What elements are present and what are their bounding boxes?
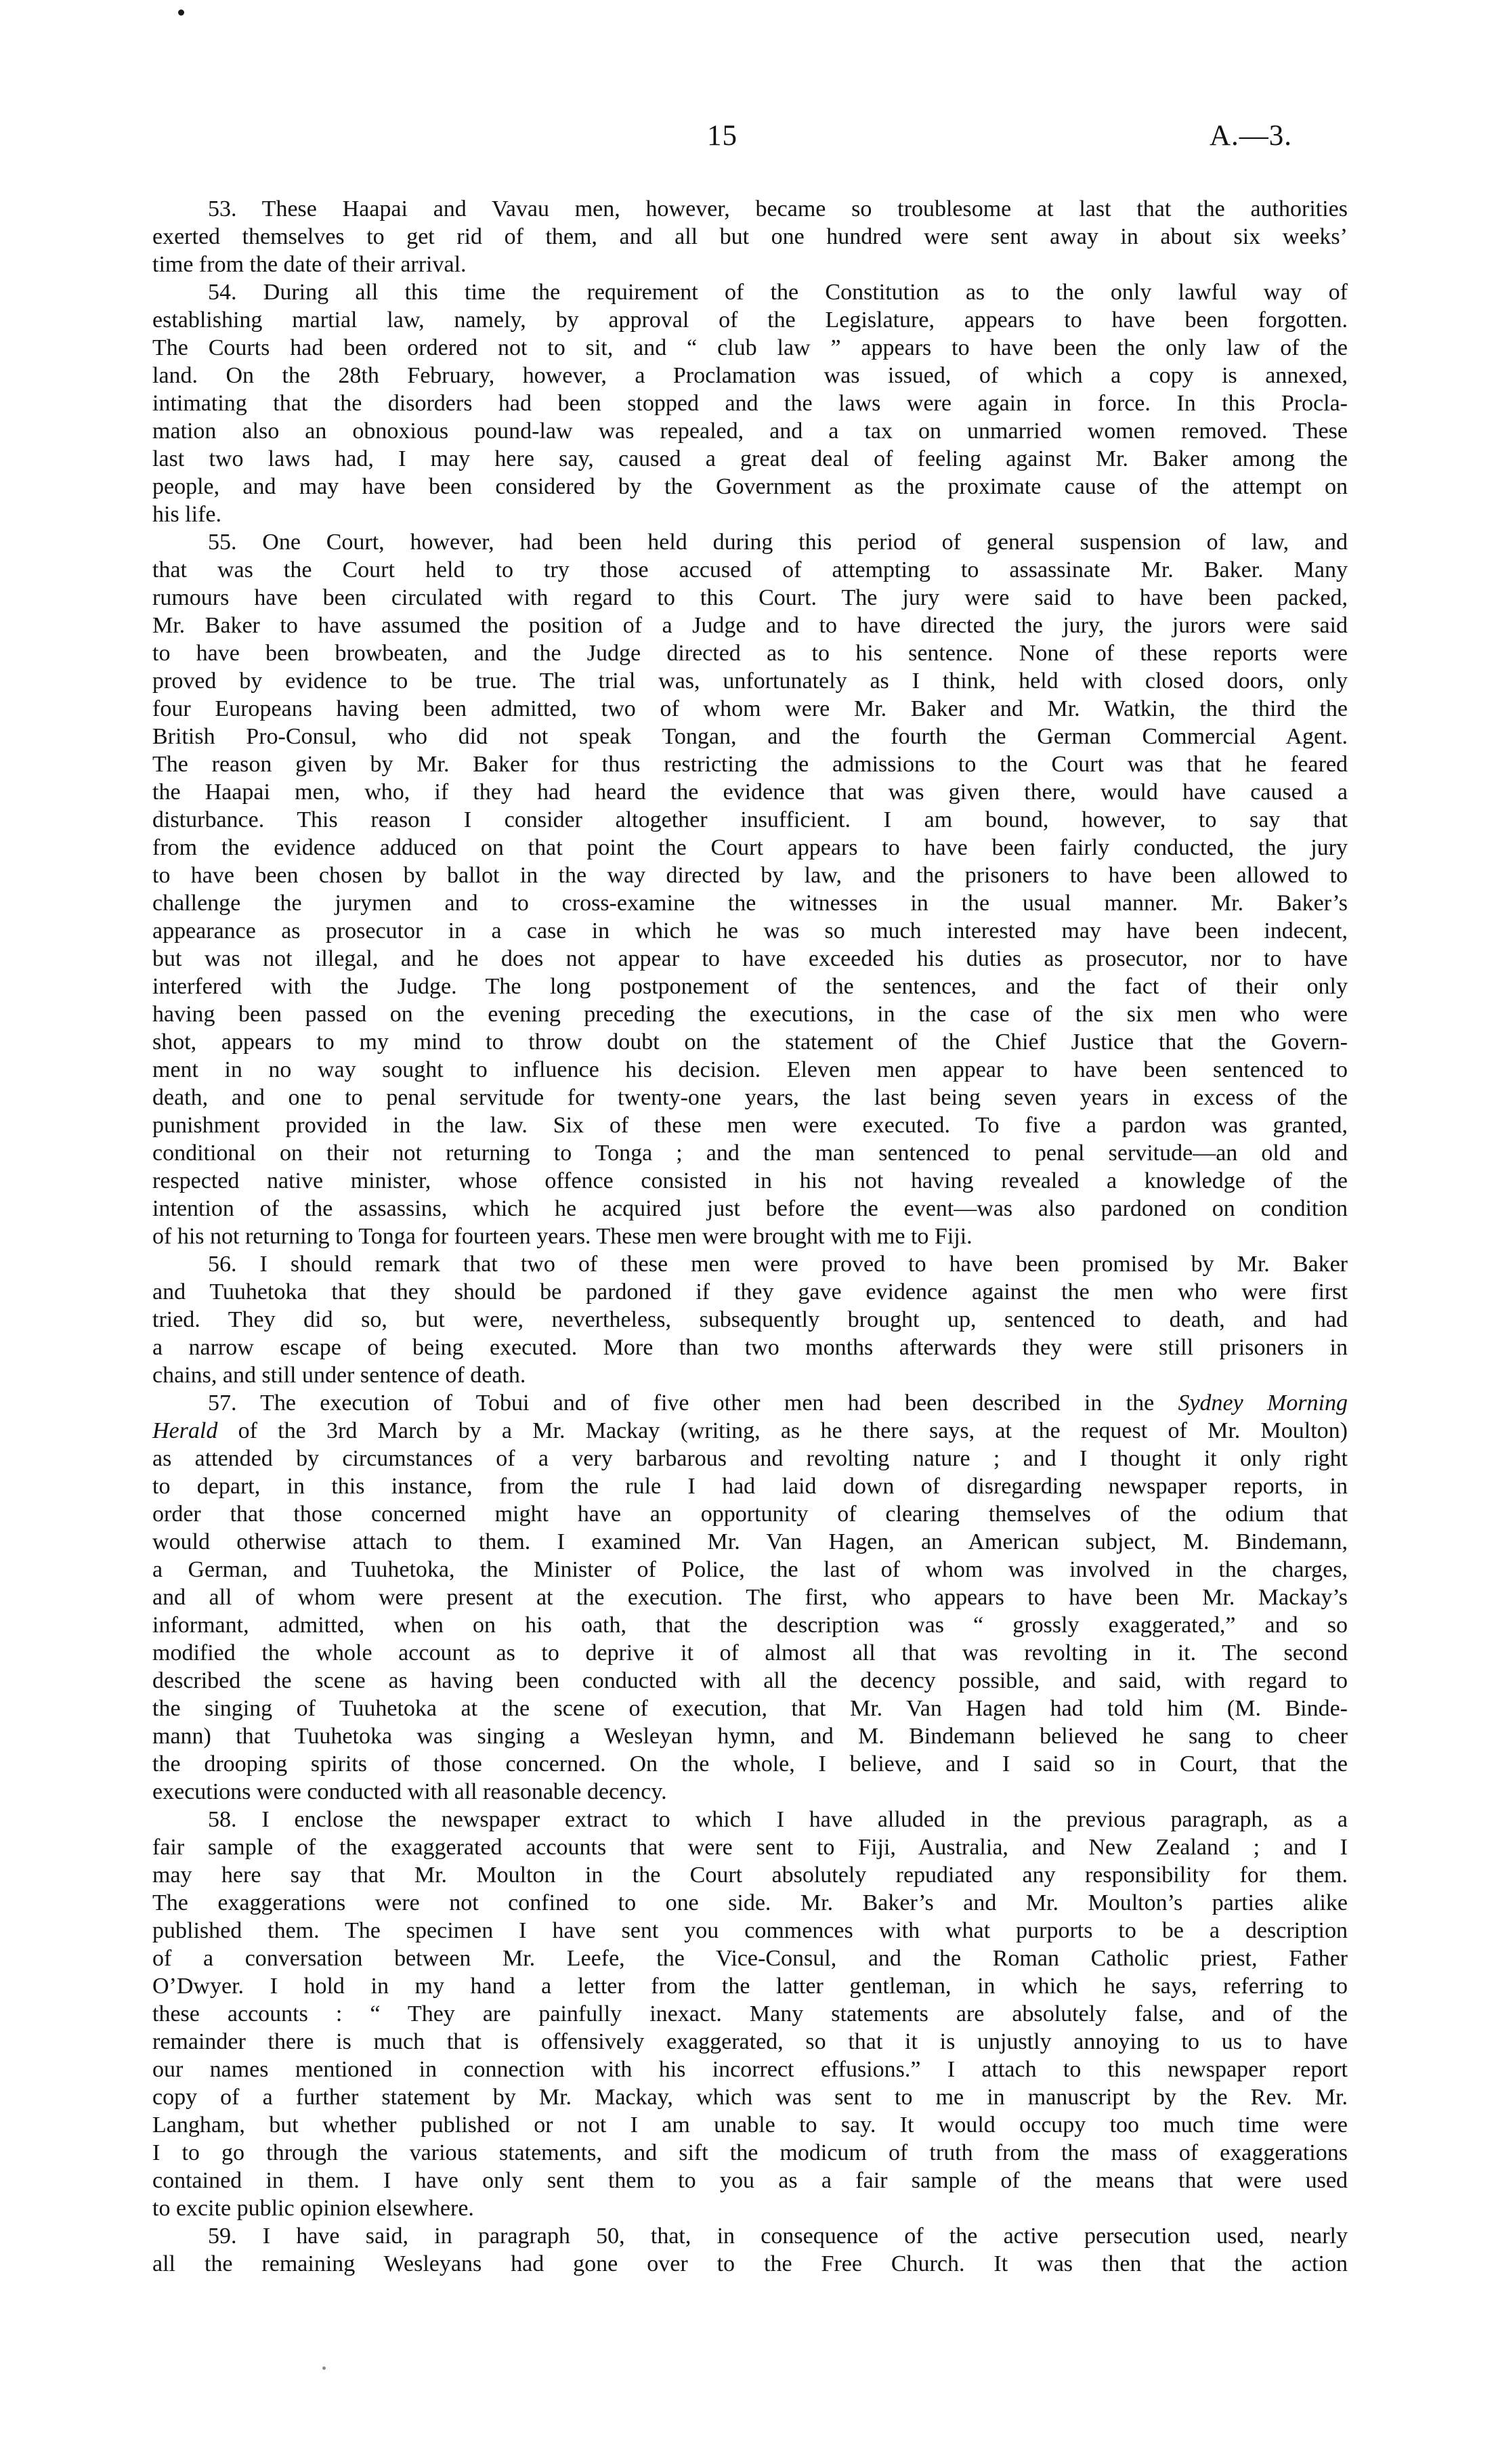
- paragraph-55: [152, 528, 1348, 1250]
- paragraph-57: [152, 1389, 1348, 1806]
- text-line: his life.: [152, 502, 221, 527]
- paragraph-56: [152, 1250, 1348, 1389]
- text-line: and all of whom were present at the execution. The first, who appears to have been Mr. Mackay’s: [152, 1585, 1348, 1610]
- text-line: exerted themselves to get rid of them, and all but one hundred were sent away in about six weeks’: [152, 224, 1348, 249]
- paragraph-53: [152, 195, 1348, 278]
- text-line: but was not illegal, and he does not appear to have exceeded his duties as prosecutor, nor to have: [152, 946, 1348, 971]
- text-line: establishing martial law, namely, by approval of the Legislature, appears to have been forgotten.: [152, 307, 1348, 333]
- paragraph-58: [152, 1806, 1348, 2222]
- text-line: interfered with the Judge. The long postponement of the sentences, and the fact of their only: [152, 974, 1348, 999]
- text-line: published them. The specimen I have sent you commences with what purports to be a description: [152, 1918, 1348, 1943]
- text-line: people, and may have been considered by the Government as the proximate cause of the attempt on: [152, 474, 1348, 499]
- text-line: The exaggerations were not confined to one side. Mr. Baker’s and Mr. Moulton’s parties alike: [152, 1890, 1348, 1915]
- text-line: a German, and Tuuhetoka, the Minister of Police, the last of whom was involved in the charges,: [152, 1557, 1348, 1582]
- text-line: remainder there is much that is offensively exaggerated, so that it is unjustly annoying to us to have: [152, 2029, 1348, 2054]
- ink-dot: [178, 9, 184, 16]
- text-line: 59. I have said, in paragraph 50, that, in consequence of the active persecution used, nearly: [208, 2224, 1348, 2249]
- text-line: chains, and still under sentence of death.: [152, 1363, 526, 1388]
- paragraph-54: [152, 278, 1348, 528]
- text-line: intimating that the disorders had been stopped and the laws were again in force. In this Procla-: [152, 391, 1348, 416]
- text-line: to have been browbeaten, and the Judge directed as to his sentence. None of these reports were: [152, 641, 1348, 666]
- text-line: death, and one to penal servitude for twenty-one years, the last being seven years in excess of the: [152, 1085, 1348, 1110]
- text-line: and Tuuhetoka that they should be pardoned if they gave evidence against the men who were first: [152, 1279, 1348, 1304]
- text-line: shot, appears to my mind to throw doubt on the statement of the Chief Justice that the Govern-: [152, 1029, 1348, 1055]
- text-line: all the remaining Wesleyans had gone over to the Free Church. It was then that the action: [152, 2251, 1348, 2276]
- text-line: contained in them. I have only sent them to you as a fair sample of the means that were used: [152, 2168, 1348, 2193]
- text-line: the drooping spirits of those concerned. On the whole, I believe, and I said so in Court, that the: [152, 1751, 1348, 1777]
- text-line: intention of the assassins, which he acquired just before the event—was also pardoned on condition: [152, 1196, 1348, 1221]
- page-number: 15: [707, 120, 738, 152]
- text-line: described the scene as having been conducted with all the decency possible, and said, with regard to: [152, 1668, 1348, 1693]
- text-line: 54. During all this time the requirement of the Constitution as to the only lawful way of: [208, 280, 1348, 305]
- document-body: [152, 195, 1348, 2278]
- text-line: having been passed on the evening preceding the executions, in the case of the six men who were: [152, 1002, 1348, 1027]
- text-line: of his not returning to Tonga for fourteen years. These men were brought with me to Fiji.: [152, 1224, 973, 1249]
- text-line: O’Dwyer. I hold in my hand a letter from the latter gentleman, in which he says, referring to: [152, 1974, 1348, 1999]
- text-line: may here say that Mr. Moulton in the Court absolutely repudiated any responsibility for them.: [152, 1863, 1348, 1888]
- text-line: these accounts : “ They are painfully inexact. Many statements are absolutely false, and of the: [152, 2001, 1348, 2026]
- text-line: to excite public opinion elsewhere.: [152, 2196, 474, 2221]
- text-line: fair sample of the exaggerated accounts that were sent to Fiji, Australia, and New Zealand ; and I: [152, 1835, 1348, 1860]
- text-line: British Pro-Consul, who did not speak Tongan, and the fourth the German Commercial Agent.: [152, 724, 1348, 749]
- text-line: last two laws had, I may here say, caused a great deal of feeling against Mr. Baker among the: [152, 446, 1348, 471]
- text-line: to depart, in this instance, from the rule I had laid down of disregarding newspaper reports, in: [152, 1474, 1348, 1499]
- text-line: four Europeans having been admitted, two of whom were Mr. Baker and Mr. Watkin, the third the: [152, 696, 1348, 721]
- text-line: order that those concerned might have an opportunity of clearing themselves of the odium that: [152, 1502, 1348, 1527]
- text-line: punishment provided in the law. Six of these men were executed. To five a pardon was granted,: [152, 1113, 1348, 1138]
- text-line: land. On the 28th February, however, a Proclamation was issued, of which a copy is annexed,: [152, 363, 1348, 388]
- text-line: ment in no way sought to influence his decision. Eleven men appear to have been sentenced to: [152, 1057, 1348, 1082]
- text-line: 56. I should remark that two of these men were proved to have been promised by Mr. Baker: [208, 1252, 1348, 1277]
- text-line: conditional on their not returning to Tonga ; and the man sentenced to penal servitude—an old and: [152, 1141, 1348, 1166]
- paragraph-59: [152, 2222, 1348, 2278]
- text-line: from the evidence adduced on that point the Court appears to have been fairly conducted, the jury: [152, 835, 1348, 860]
- text-line: The Courts had been ordered not to sit, and “ club law ” appears to have been the only law of the: [152, 335, 1348, 360]
- text-line: would otherwise attach to them. I examined Mr. Van Hagen, an American subject, M. Bindemann,: [152, 1529, 1348, 1554]
- text-line: 58. I enclose the newspaper extract to which I have alluded in the previous paragraph, as a: [208, 1807, 1348, 1832]
- text-line: informant, admitted, when on his oath, that the description was “ grossly exaggerated,” and so: [152, 1613, 1348, 1638]
- text-line: mann) that Tuuhetoka was singing a Wesleyan hymn, and M. Bindemann believed he sang to cheer: [152, 1724, 1348, 1749]
- text-line: copy of a further statement by Mr. Mackay, which was sent to me in manuscript by the Rev. Mr.: [152, 2085, 1348, 2110]
- text-line: to have been chosen by ballot in the way directed by law, and the prisoners to have been allowed to: [152, 863, 1348, 888]
- text-line: time from the date of their arrival.: [152, 252, 467, 277]
- text-line: challenge the jurymen and to cross-examine the witnesses in the usual manner. Mr. Baker’s: [152, 891, 1348, 916]
- text-line: rumours have been circulated with regard to this Court. The jury were said to have been packed,: [152, 585, 1348, 610]
- text-line: a narrow escape of being executed. More than two months afterwards they were still prisoners in: [152, 1335, 1348, 1360]
- text-line: proved by evidence to be true. The trial was, unfortunately as I think, held with closed doors, only: [152, 668, 1348, 694]
- text-line: executions were conducted with all reasonable decency.: [152, 1779, 667, 1804]
- text-line: appearance as prosecutor in a case in which he was so much interested may have been indecent,: [152, 918, 1348, 943]
- text-line: as attended by circumstances of a very barbarous and revolting nature ; and I thought it only right: [152, 1446, 1348, 1471]
- text-line: respected native minister, whose offence consisted in his not having revealed a knowledge of the: [152, 1168, 1348, 1193]
- text-line: 57. The execution of Tobui and of five other men had been described in the Sydney Morning: [208, 1390, 1348, 1416]
- text-line: that was the Court held to try those accused of attempting to assassinate Mr. Baker. Many: [152, 557, 1348, 582]
- text-line: Herald of the 3rd March by a Mr. Mackay (writing, as he there says, at the request of Mr. Moulton): [152, 1418, 1348, 1443]
- text-line: 55. One Court, however, had been held during this period of general suspension of law, and: [208, 530, 1348, 555]
- text-line: modified the whole account as to deprive it of almost all that was revolting in it. The second: [152, 1640, 1348, 1665]
- text-line: 53. These Haapai and Vavau men, however, became so troublesome at last that the authorities: [208, 196, 1348, 221]
- text-line: our names mentioned in connection with his incorrect effusions.” I attach to this newspaper report: [152, 2057, 1348, 2082]
- page-header: [152, 119, 1348, 152]
- text-line: Mr. Baker to have assumed the position of a Judge and to have directed the jury, the jurors were said: [152, 613, 1348, 638]
- text-line: Langham, but whether published or not I am unable to say. It would occupy too much time were: [152, 2112, 1348, 2138]
- text-line: disturbance. This reason I consider altogether insufficient. I am bound, however, to say that: [152, 807, 1348, 832]
- text-line: The reason given by Mr. Baker for thus restricting the admissions to the Court was that he feared: [152, 752, 1348, 777]
- text-line: tried. They did so, but were, nevertheless, subsequently brought up, sentenced to death, and had: [152, 1307, 1348, 1332]
- text-line: I to go through the various statements, and sift the modicum of truth from the mass of exaggerations: [152, 2140, 1348, 2165]
- doc-reference: A.—3.: [1209, 120, 1292, 152]
- text-line: the Haapai men, who, if they had heard the evidence that was given there, would have caused a: [152, 780, 1348, 805]
- text-line: of a conversation between Mr. Leefe, the Vice-Consul, and the Roman Catholic priest, Father: [152, 1946, 1348, 1971]
- text-line: mation also an obnoxious pound-law was repealed, and a tax on unmarried women removed. These: [152, 419, 1348, 444]
- text-line: the singing of Tuuhetoka at the scene of execution, that Mr. Van Hagen had told him (M. Binde-: [152, 1696, 1348, 1721]
- ink-speck: [322, 2366, 326, 2370]
